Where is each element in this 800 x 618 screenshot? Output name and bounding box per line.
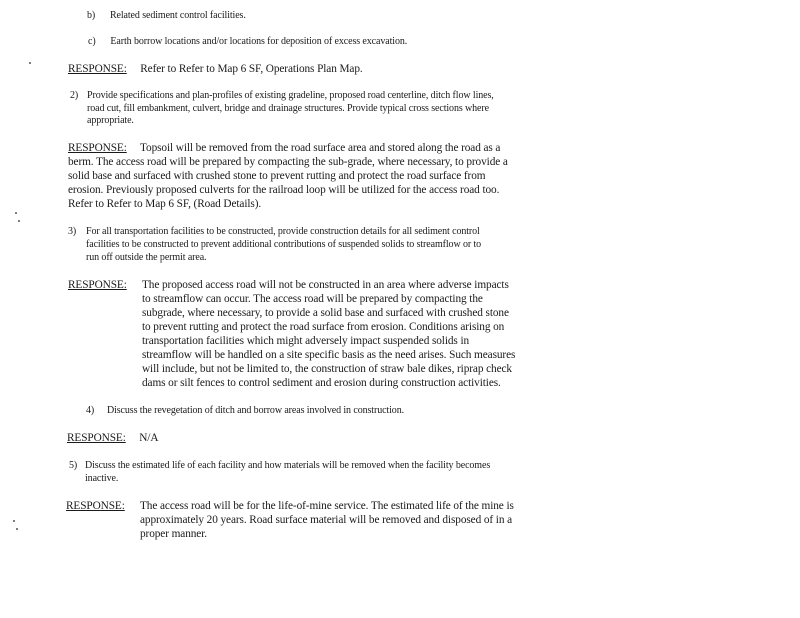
item-c (88, 36, 407, 48)
scan-speck (16, 528, 18, 530)
item-b-text: Related sediment control facilities. (109, 10, 246, 21)
response-1-label: RESPONSE: (68, 63, 127, 75)
response-3-line: will include, but not be limited to, the construction of straw bale dikes, riprap check (142, 363, 512, 375)
item-2-line: appropriate. (87, 115, 134, 126)
response-4-text: N/A (139, 432, 159, 444)
item-5-line: Discuss the estimated life of each facility and how materials will be removed when the facility becomes (85, 460, 491, 471)
item-5-marker: 5) (69, 460, 78, 471)
response-3-line: dams or silt fences to control sediment and erosion during construction activities. (142, 377, 501, 389)
item-3-line: facilities to be constructed to prevent additional contributions of suspended solids to streamflow or to (86, 239, 482, 250)
response-4 (67, 432, 158, 445)
response-1 (68, 63, 363, 76)
item-2-line: road cut, fill embankment, culvert, bridge and drainage structures. Provide typical cross sections where (87, 103, 489, 114)
item-3-line: For all transportation facilities to be constructed, provide construction details for all sediment control (86, 226, 480, 237)
item-c-text: Earth borrow locations and/or locations for deposition of excess excavation. (110, 36, 408, 47)
scan-speck (13, 520, 15, 522)
item-4-marker: 4) (86, 405, 95, 416)
scan-speck (29, 62, 31, 64)
response-5-label (66, 500, 125, 513)
response-3-label (68, 279, 127, 292)
response-3-line: to prevent rutting and protect the road surface from erosion. Conditions arising on (142, 321, 505, 333)
response-3-line: subgrade, where necessary, to provide a solid base and surfaced with crushed stone (142, 307, 509, 319)
response-2-first-line (68, 142, 500, 155)
response-1-text: Refer to Refer to Map 6 SF, Operations Plan Map. (140, 63, 363, 75)
response-5-line: proper manner. (140, 528, 207, 540)
item-b-marker: b) (87, 10, 96, 21)
item-4-text: Discuss the revegetation of ditch and borrow areas involved in construction. (106, 405, 404, 416)
response-5-label-text: RESPONSE: (66, 500, 125, 512)
response-3-line: streamflow will be handled on a site specific basis as the need arises. Such measures (142, 349, 516, 361)
response-3-line: The proposed access road will not be constructed in an area where adverse impacts (142, 279, 509, 291)
response-2-line: solid base and surfaced with crushed stone to prevent rutting and protect the road surface from (68, 170, 486, 182)
scan-speck (18, 220, 20, 222)
response-2-line: berm. The access road will be prepared by compacting the sub-grade, where necessary, to provide a (68, 156, 508, 168)
response-3-label-text: RESPONSE: (68, 279, 127, 291)
response-2-text: Topsoil will be removed from the road surface area and stored along the road as a (140, 142, 501, 154)
item-4 (86, 405, 404, 417)
response-2-line: erosion. Previously proposed culverts for the railroad loop will be utilized for the access road too. (68, 184, 500, 196)
item-b (87, 10, 246, 22)
item-3-line: run off outside the permit area. (86, 252, 207, 263)
item-2-marker: 2) (70, 90, 79, 101)
item-3-marker: 3) (68, 226, 77, 237)
item-c-marker: c) (88, 36, 96, 47)
item-5-line: inactive. (85, 473, 119, 484)
response-5-line: The access road will be for the life-of-mine service. The estimated life of the mine is (140, 500, 514, 512)
scan-speck (15, 212, 17, 214)
response-4-label: RESPONSE: (67, 432, 126, 444)
response-3-line: transportation facilities which might adversely impact suspended solids in (142, 335, 470, 347)
item-2-line: Provide specifications and plan-profiles of existing gradeline, proposed road centerline, ditch flow lines, (87, 90, 494, 101)
response-2-line: Refer to Refer to Map 6 SF, (Road Details). (68, 198, 262, 210)
response-5-line: approximately 20 years. Road surface material will be removed and disposed of in a (140, 514, 513, 526)
response-2-label: RESPONSE: (68, 142, 127, 154)
response-3-line: to streamflow can occur. The access road will be prepared by compacting the (142, 293, 483, 305)
